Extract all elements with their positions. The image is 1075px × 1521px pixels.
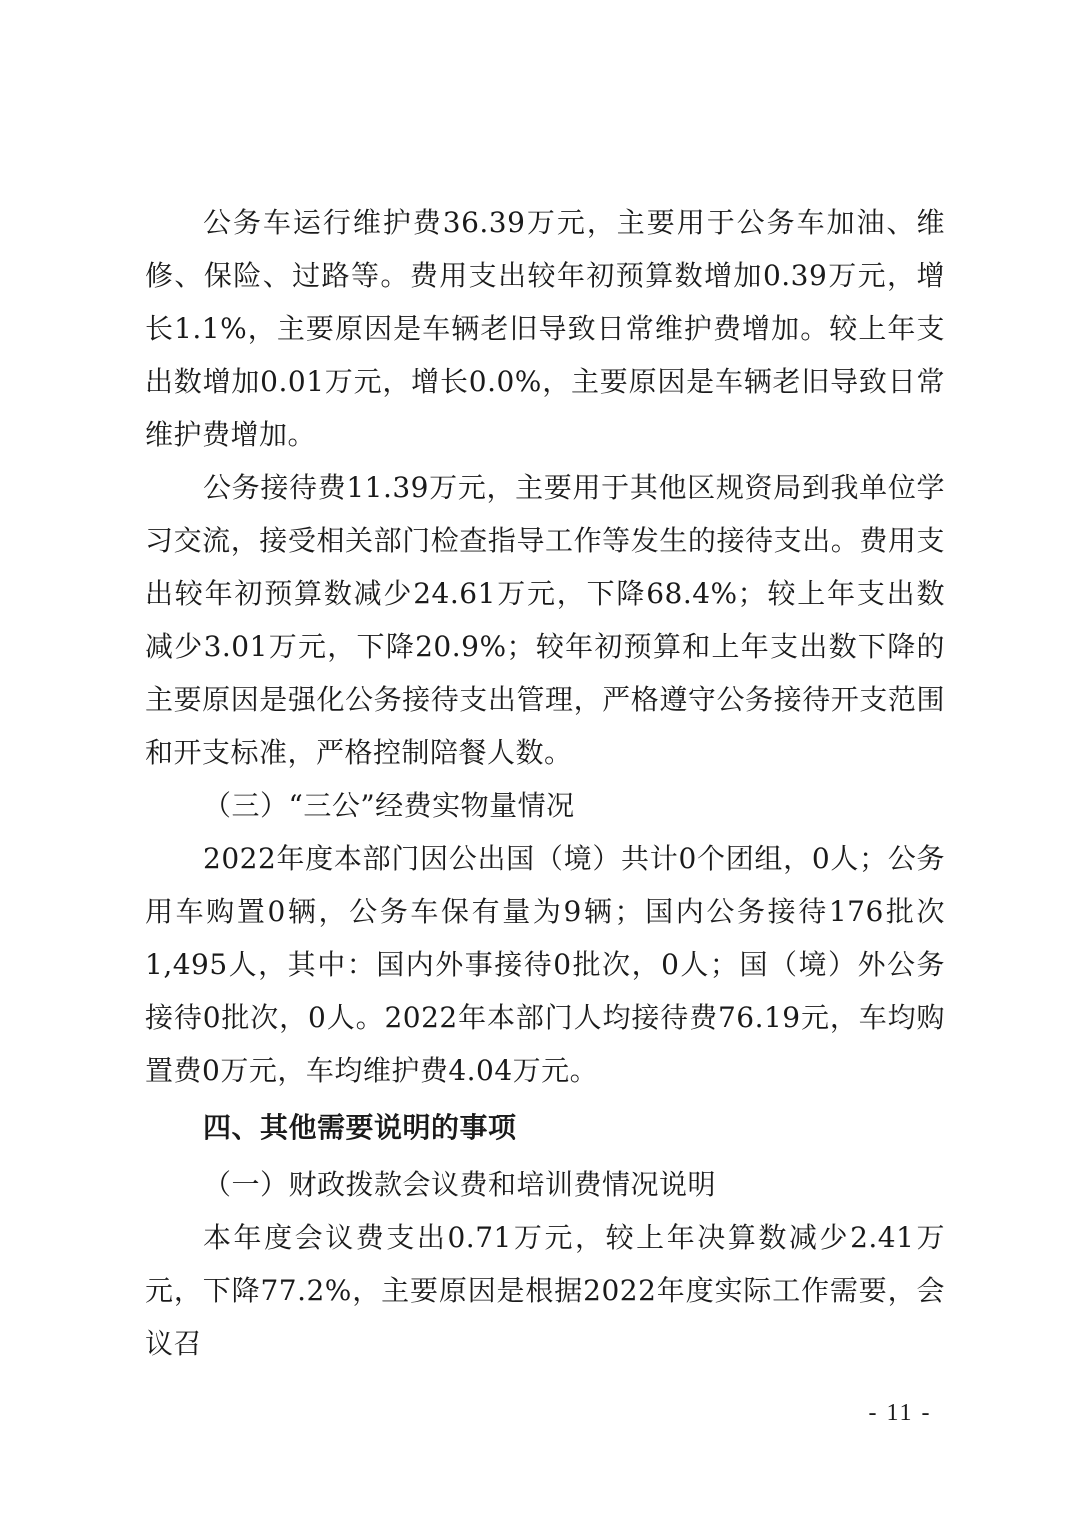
paragraph-meeting-expense: 本年度会议费支出0.71万元，较上年决算数减少2.41万元，下降77.2%，主要原因是根据2022年度实际工作需要，会议召 [145,1221,945,1360]
paragraph-vehicle-maintenance: 公务车运行维护费36.39万元，主要用于公务车加油、维修、保险、过路等。费用支出较年初预算数增加0.39万元，增长1.1%，主要原因是车辆老旧导致日常维护费增加。较上年支出数增加0.01万元，增长0.0%，主要原因是车辆老旧导致日常维护费增加。 [145,206,945,451]
paragraph-physical-quantity: 2022年度本部门因公出国（境）共计0个团组，0人；公务用车购置0辆，公务车保有量为9辆；国内公务接待176批次1,495人，其中：国内外事接待0批次，0人；国（境）外公务接待0批次，0人。2022年本部门人均接待费76.19元，车均购置费0万元，车均维护费4.04万元。 [145,842,945,1087]
section-heading-physical-quantity: （三）“三公”经费实物量情况 [203,789,575,822]
section-heading-other-matters: 四、其他需要说明的事项 [203,1111,517,1144]
paragraph-reception-expense: 公务接待费11.39万元，主要用于其他区规资局到我单位学习交流，接受相关部门检查指导工作等发生的接待支出。费用支出较年初预算数减少24.61万元，下降68.4%；较上年支出数减少3.01万元，下降20.9%；较年初预算和上年支出数下降的主要原因是强化公务接待支出管理，严格遵守公务接待开支范围和开支标准，严格控制陪餐人数。 [145,471,945,769]
subsection-heading-meeting-training: （一）财政拨款会议费和培训费情况说明 [203,1168,717,1201]
document-body [145,196,945,1370]
page-number: - 11 - [868,1400,932,1426]
